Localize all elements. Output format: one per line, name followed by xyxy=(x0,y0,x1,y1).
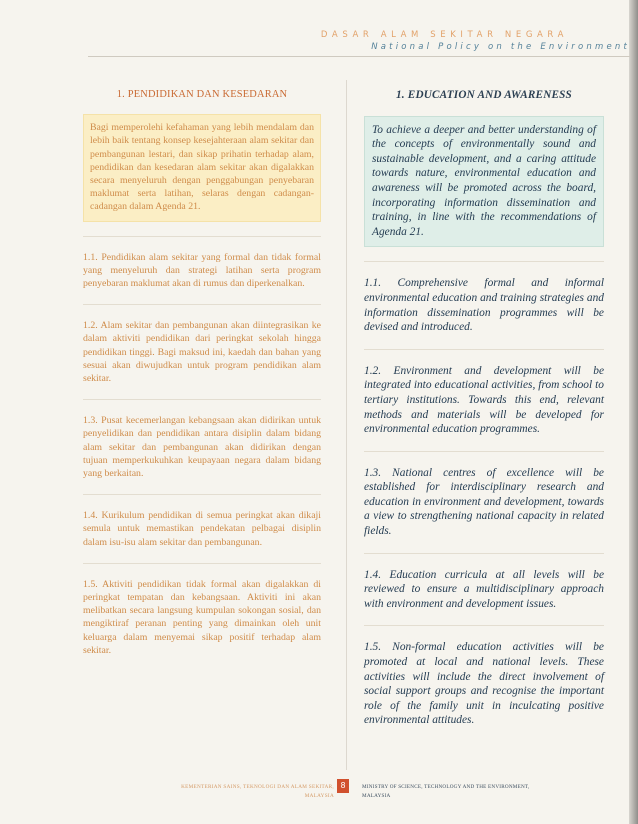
footer-ministry-english-line1: MINISTRY OF SCIENCE, TECHNOLOGY AND THE ENVIRONMENT, xyxy=(362,784,530,790)
clause-1-1-english: 1.1. Comprehensive formal and informal environmental education and training strategies and information dissemination programmes will be devised and introduced. xyxy=(364,277,604,334)
section-heading-english: 1. EDUCATION AND AWARENESS xyxy=(396,89,572,101)
malay-column xyxy=(83,88,321,671)
clause-1-4-english: 1.4. Education curricula at all levels will be reviewed to ensure a multidisciplinary approach with environment and development issues. xyxy=(364,568,604,610)
intro-box-malay: Bagi memperolehi kefahaman yang lebih mendalam dan lebih baik tentang konsep kesejahteraan alam sekitar dan pembangunan lestari, dan sikap prihatin terhadap alam, pendidikan dan kesedaran alam sekitar akan digalakkan secara menyeluruh dengan penggabungan penyebaran maklumat serta latihan, selaras dengan cadangan-cadangan dalam Agenda 21. xyxy=(83,114,321,221)
divider-english xyxy=(364,451,604,452)
clause-1-1-malay: 1.1. Pendidikan alam sekitar yang formal dan tidak formal yang menyeluruh dan strategi latihan serta program penyebaran maklumat akan di rumus dan diperkenalkan. xyxy=(83,251,321,290)
footer-ministry-english xyxy=(362,783,612,801)
page-edge-shadow xyxy=(629,0,638,824)
divider-malay xyxy=(83,563,321,564)
header-rule xyxy=(88,56,630,57)
clause-1-2-english: 1.2. Environment and development will be integrated into educational activities, from school to tertiary institutions. Towards this end, relevant methods and materials will be developed for environmental education programmes. xyxy=(364,364,604,436)
clause-1-5-english: 1.5. Non-formal education activities will be promoted at local and national levels. These activities will include the direct involvement of social support groups and recognise the important role of the family unit in inculcating positive environmental attitudes. xyxy=(364,641,604,727)
divider-malay xyxy=(83,494,321,495)
english-column xyxy=(364,88,604,742)
clause-1-3-malay: 1.3. Pusat kecemerlangan kebangsaan akan didirikan untuk penyelidikan dan pendidikan antara disiplin dalam bidang alam sekitar dan pembangunan akan didirikan dengan tujuan memperkukuhkan keupayaan negara dalam bidang yang berkaitan. xyxy=(83,415,321,480)
clause-1-4-malay: 1.4. Kurikulum pendidikan di semua peringkat akan dikaji semula untuk memastikan pendekatan pelbagai disiplin dalam isu-isu alam sekitar dan pembangunan. xyxy=(83,510,321,548)
clause-1-5-malay: 1.5. Aktiviti pendidikan tidak formal akan digalakkan di peringkat tempatan dan kebangsaan. Aktiviti ini akan melibatkan secara langsung kumpulan sokongan sosial, dan mengiktiraf peranan penting yang dimainkan oleh unit keluarga dalam menyemai sikap positif terhadap alam sekitar. xyxy=(83,578,321,656)
divider-english xyxy=(364,625,604,626)
footer-ministry-malay-line1: KEMENTERIAN SAINS, TEKNOLOGI DAN ALAM SEKITAR, xyxy=(181,784,334,790)
footer-ministry-malay-line2: MALAYSIA xyxy=(304,793,334,799)
page-number: 8 xyxy=(337,779,349,793)
intro-box-english: To achieve a deeper and better understanding of the concepts of environmentally sound and sustainable development, and a caring attitude towards nature, environmental education and awareness will be promoted across the board, incorporating information dissemination and training, in line with the recommendations of Agenda 21. xyxy=(364,116,604,248)
footer-ministry-malay xyxy=(98,783,334,801)
clause-1-3-english: 1.3. National centres of excellence will be established for interdisciplinary research and education in environment and development, towards a view to strengthening national capacity in related fields. xyxy=(364,466,604,538)
divider-malay xyxy=(83,399,321,400)
intro-divider-english xyxy=(364,261,604,262)
section-heading-malay: 1. PENDIDIKAN DAN KESEDARAN xyxy=(116,89,288,100)
column-divider xyxy=(346,80,347,770)
divider-english xyxy=(364,349,604,350)
intro-divider-malay xyxy=(83,236,321,237)
footer-ministry-english-line2: MALAYSIA xyxy=(362,793,391,799)
header-title-english: National Policy on the Environment xyxy=(371,42,630,52)
divider-malay xyxy=(83,304,321,305)
header-title-malay: DASAR ALAM SEKITAR NEGARA xyxy=(320,30,568,40)
divider-english xyxy=(364,553,604,554)
clause-1-2-malay: 1.2. Alam sekitar dan pembangunan akan diintegrasikan ke dalam aktiviti pendidikan dari peringkat sekolah hingga pendidikan tinggi. Bagi maksud ini, kaedah dan bahan yang sesuai akan diwujudkan untuk program pendidikan alam sekitar. xyxy=(83,320,321,385)
